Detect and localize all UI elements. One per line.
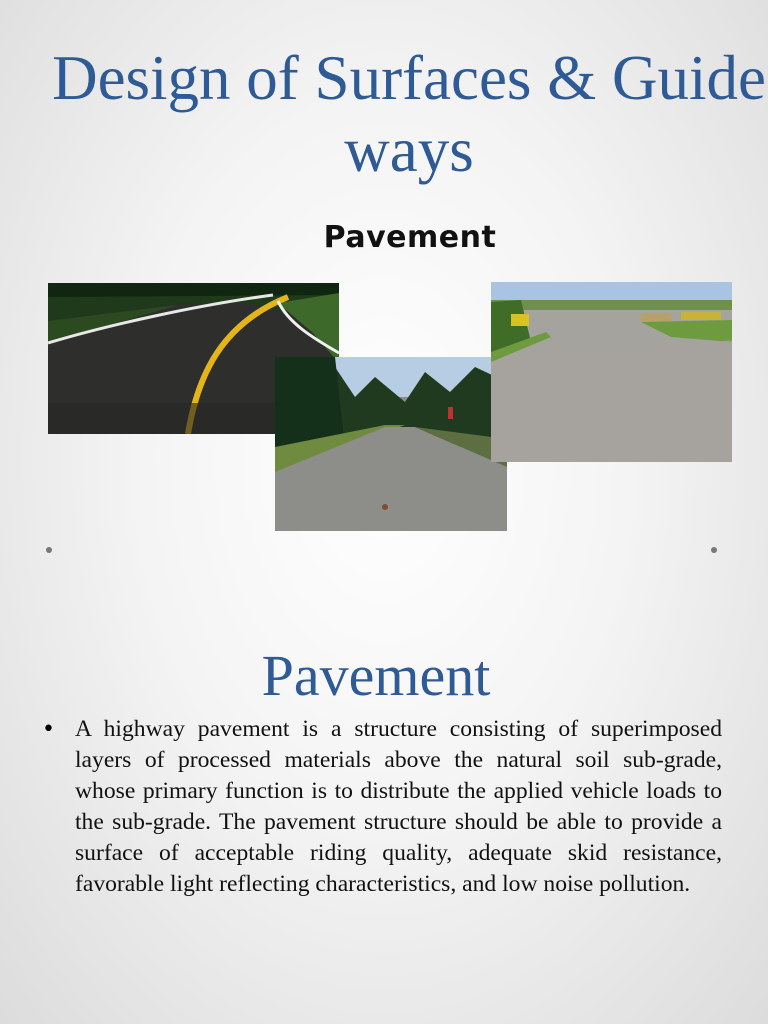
list-item <box>42 714 722 900</box>
bullet-text: A highway pavement is a structure consisting of superimposed layers of processed materials above the natural soil sub-grade, whose primary function is to distribute the applied vehicle loads to the sub-grade. The pavement structure should be able to provide a surface of acceptable riding quality, adequate skid resistance, favorable light reflecting characteristics, and low noise pollution. <box>75 716 722 897</box>
bullet-icon: • <box>42 717 55 742</box>
slide-subtitle: Pavement <box>323 220 497 255</box>
forest-road-photo <box>275 357 507 531</box>
paved-lot-photo <box>491 282 732 462</box>
slide-dot-left <box>46 547 52 553</box>
slide-title: Design of Surfaces & Guide ways <box>52 43 766 185</box>
bullet-list <box>42 714 722 900</box>
slide-2 <box>0 575 768 1024</box>
section-heading: Pavement <box>261 643 491 708</box>
slide-dot-right <box>711 547 717 553</box>
